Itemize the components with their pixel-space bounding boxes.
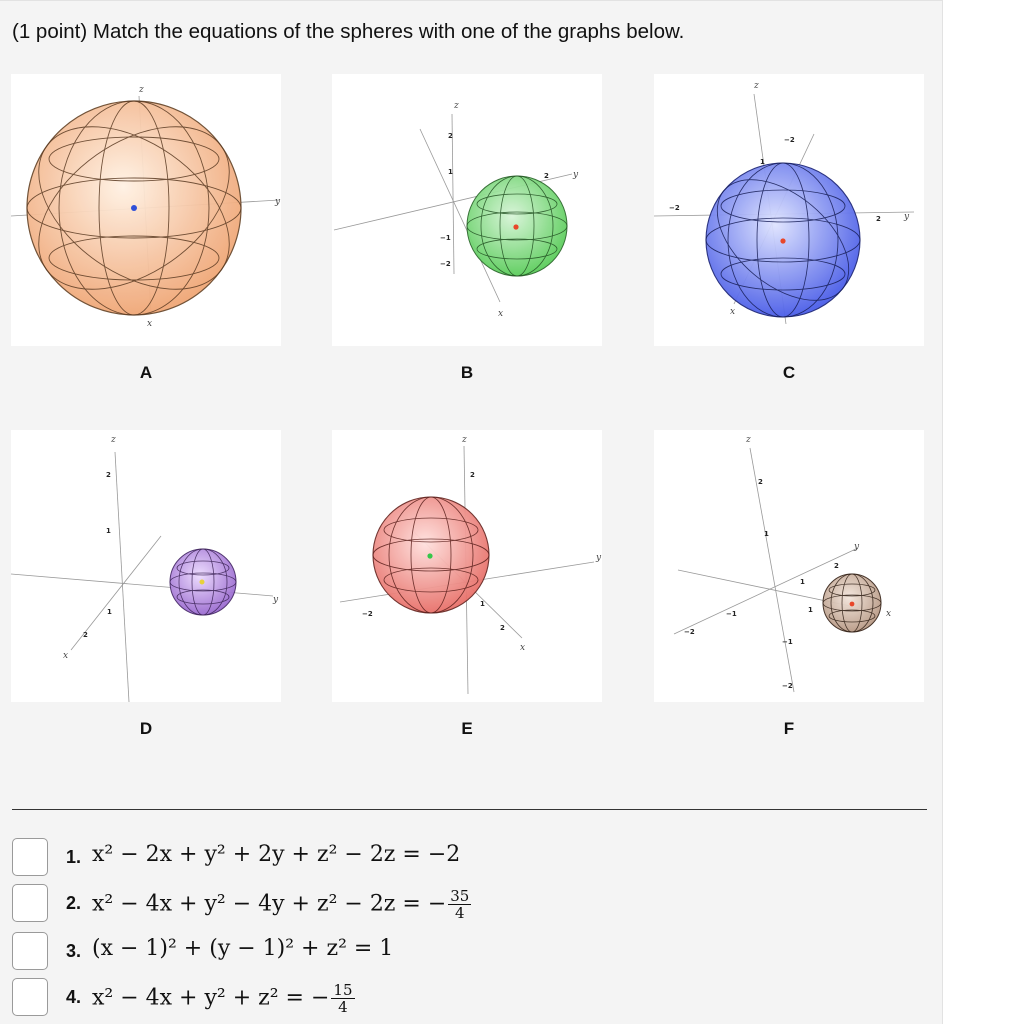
graph-f-letter: F (783, 719, 795, 738)
answer-box-2[interactable] (12, 884, 48, 922)
tick: 2 (834, 562, 839, 570)
equation-main: x² − 4x + y² − 4y + z² − 2z = − (92, 891, 447, 917)
graph-f-plot (654, 430, 926, 702)
tick: −2 (782, 682, 793, 690)
graph-f-z-label: z (746, 435, 751, 445)
graph-b-letter: B (460, 363, 474, 382)
graph-e-letter: E (461, 719, 473, 738)
graph-d-plot (11, 430, 281, 702)
equation-text: (x − 1)² + (y − 1)² + z² = 1 (92, 936, 394, 961)
fraction-denominator: 4 (338, 998, 348, 1016)
equation-fraction (331, 982, 354, 1015)
tick: 2 (758, 478, 763, 486)
graph-b-z-label: z (454, 101, 459, 111)
graph-b-plot (332, 74, 604, 346)
tick: −1 (782, 638, 793, 646)
equation-text (92, 888, 471, 921)
graph-d-letter: D (139, 719, 153, 738)
graph-a-plot (11, 74, 281, 346)
graph-d (11, 430, 281, 702)
graph-d-y-label: y (273, 595, 279, 605)
equation-fraction (448, 888, 471, 921)
equation-text (92, 982, 355, 1015)
graph-d-x-label: x (63, 651, 69, 661)
graph-e-z-label: z (462, 435, 467, 445)
tick: 2 (876, 215, 881, 223)
divider (12, 809, 927, 810)
graph-f-center (850, 602, 855, 607)
tick: 2 (106, 471, 111, 479)
graph-c-center (780, 238, 785, 243)
fraction-denominator: 4 (455, 904, 465, 922)
equation-main: x² − 4x + y² + z² = − (92, 985, 330, 1011)
graph-c (654, 74, 924, 346)
graph-c-z-label: z (754, 81, 759, 91)
equation-row-3 (12, 932, 712, 972)
tick: 2 (500, 624, 505, 632)
graph-d-center (200, 580, 205, 585)
equation-number: 3. (66, 941, 82, 961)
tick: −2 (684, 628, 695, 636)
answer-box-1[interactable] (12, 838, 48, 876)
graph-e-center (427, 553, 432, 558)
graph-b-y-label: y (573, 170, 579, 180)
equation-row-4 (12, 978, 712, 1018)
graph-a-letter: A (139, 363, 153, 382)
graph-e-y-label: y (596, 553, 602, 563)
graph-d-z-label: z (111, 435, 116, 445)
graph-a-center (131, 205, 137, 211)
tick: 1 (107, 608, 112, 616)
tick: 1 (764, 530, 769, 538)
answer-box-4[interactable] (12, 978, 48, 1016)
graph-f-y-label: y (854, 542, 860, 552)
equation-row-1 (12, 838, 712, 878)
tick: −1 (440, 234, 451, 242)
graph-a-z-label: z (139, 85, 144, 95)
tick: 2 (470, 471, 475, 479)
tick: 1 (760, 158, 765, 166)
tick: 1 (448, 168, 453, 176)
tick: −1 (726, 610, 737, 618)
equation-number: 2. (66, 893, 82, 913)
graph-e (332, 430, 602, 702)
tick: 1 (808, 606, 813, 614)
tick: −2 (440, 260, 451, 268)
graph-c-plot (654, 74, 926, 346)
tick: 1 (106, 527, 111, 535)
graph-e-plot (332, 430, 604, 702)
tick: −2 (784, 136, 795, 144)
graph-a-x-label: x (147, 319, 153, 329)
graph-e-x-label: x (520, 643, 526, 653)
tick: −2 (669, 204, 680, 212)
tick: 1 (800, 578, 805, 586)
graph-b (332, 74, 602, 346)
answer-box-3[interactable] (12, 932, 48, 970)
graph-c-y-label: y (904, 212, 910, 222)
tick: 2 (83, 631, 88, 639)
graph-b-x-label: x (498, 309, 504, 319)
fraction-numerator: 35 (450, 887, 470, 905)
tick: 2 (448, 132, 453, 140)
tick: 1 (480, 600, 485, 608)
tick: −2 (362, 610, 373, 618)
graph-f (654, 430, 924, 702)
equation-number: 1. (66, 847, 82, 867)
equation-row-2 (12, 884, 712, 924)
graph-f-x-label: x (886, 609, 892, 619)
graph-b-center (513, 224, 518, 229)
tick: 2 (544, 172, 549, 180)
graph-a (11, 74, 281, 346)
question-text: (1 point) Match the equations of the spheres with one of the graphs below. (12, 20, 685, 43)
equation-number: 4. (66, 987, 82, 1007)
fraction-numerator: 15 (333, 981, 353, 999)
graph-a-y-label: y (275, 197, 281, 207)
equation-text: x² − 2x + y² + 2y + z² − 2z = −2 (92, 842, 461, 867)
graph-c-x-label: x (730, 307, 736, 317)
graph-c-letter: C (782, 363, 796, 382)
